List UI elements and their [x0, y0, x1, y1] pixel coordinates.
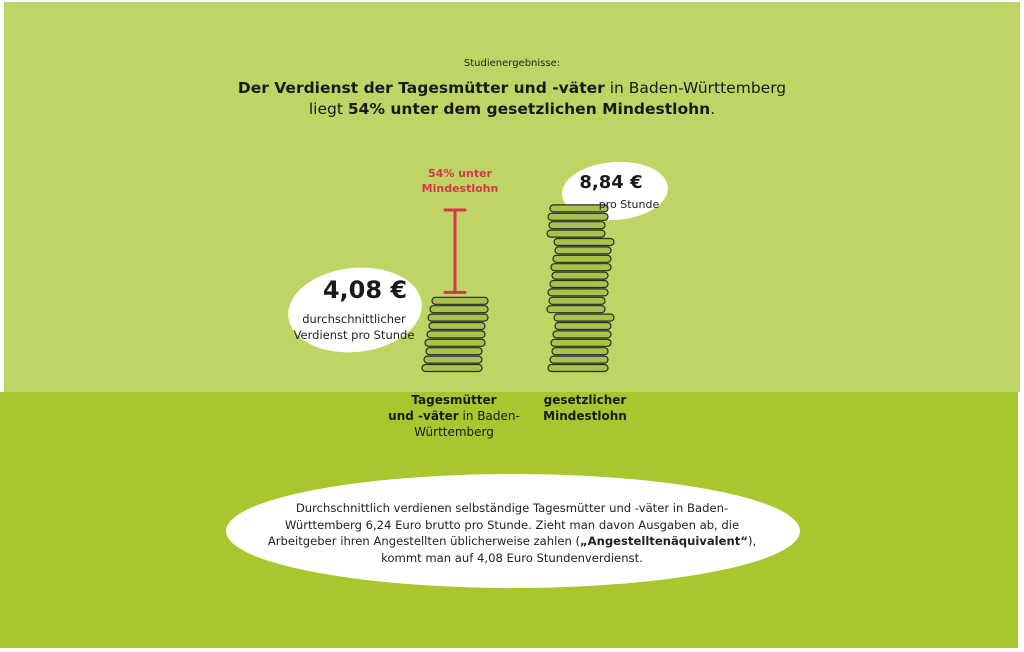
category-right-1: gesetzlicher	[543, 393, 627, 407]
headline-post-2: .	[710, 100, 716, 118]
coin-stack-right	[547, 205, 614, 372]
coin	[548, 289, 608, 296]
info-line-3b: „Angestelltenäquivalent“	[580, 534, 748, 548]
coin	[554, 314, 614, 321]
value-sublabel-left-2: Verdienst pro Stunde	[293, 328, 415, 342]
difference-label-2: Mindestlohn	[421, 182, 499, 195]
coin	[551, 264, 611, 271]
info-line-4: kommt man auf 4,08 Euro Stundenverdienst.	[381, 550, 643, 565]
value-sublabel-left	[290, 311, 418, 343]
coin	[553, 255, 611, 262]
coin	[553, 331, 611, 338]
coin	[425, 339, 485, 346]
coin	[552, 348, 608, 355]
coin	[555, 323, 611, 330]
coin	[422, 365, 482, 372]
coin	[548, 213, 608, 220]
coin	[426, 348, 482, 355]
coin	[555, 247, 611, 254]
coin	[424, 356, 482, 363]
category-left-rest-2: in Baden-	[458, 409, 520, 423]
info-line-3a: Arbeitgeber ihren Angestellten üblicherweise zahlen (	[267, 534, 581, 548]
value-sublabel-right: pro Stunde	[598, 198, 660, 211]
info-line-2: Württemberg 6,24 Euro brutto pro Stunde. Zieht man davon Ausgaben ab, die	[284, 517, 740, 532]
category-left-bold-2: und -väter	[388, 409, 459, 423]
coin	[551, 339, 611, 346]
coin	[550, 356, 608, 363]
coin	[554, 239, 614, 246]
difference-label-1: 54% unter	[428, 167, 492, 180]
coin	[432, 297, 488, 304]
coin	[429, 323, 485, 330]
category-left-bold-1: Tagesmütter	[411, 393, 497, 407]
value-label-right: 8,84 €	[579, 172, 643, 193]
category-label-left	[384, 392, 524, 440]
info-line-1: Durchschnittlich verdienen selbständige Tagesmütter und -väter in Baden-	[295, 501, 729, 515]
difference-label	[410, 166, 510, 196]
info-line-3c: ),	[747, 534, 757, 548]
category-label-right	[530, 392, 640, 424]
difference-marker	[445, 210, 465, 292]
coin	[548, 365, 608, 372]
coin	[549, 222, 605, 229]
info-text	[262, 500, 762, 566]
headline-pre-2: liegt	[308, 100, 348, 118]
coin	[552, 272, 608, 279]
category-right-2: Mindestlohn	[543, 409, 627, 423]
coin	[549, 297, 605, 304]
headline-bold-1: Der Verdienst der Tagesmütter und -väter	[237, 79, 605, 97]
coin	[550, 281, 608, 288]
coin	[430, 306, 488, 313]
headline-rest-1: in Baden-Württemberg	[604, 79, 787, 97]
coin	[547, 306, 605, 313]
value-label-left: 4,08 €	[322, 276, 408, 304]
value-sublabel-left-1: durchschnittlicher	[302, 312, 406, 326]
coin	[428, 314, 488, 321]
kicker-text: Studienergebnisse:	[463, 58, 561, 69]
coin-stack-left	[422, 297, 488, 371]
coin	[547, 230, 605, 237]
coin	[427, 331, 485, 338]
category-left-3: Württemberg	[414, 425, 494, 439]
headline-bold-2: 54% unter dem gesetzlichen Mindestlohn	[347, 100, 711, 118]
